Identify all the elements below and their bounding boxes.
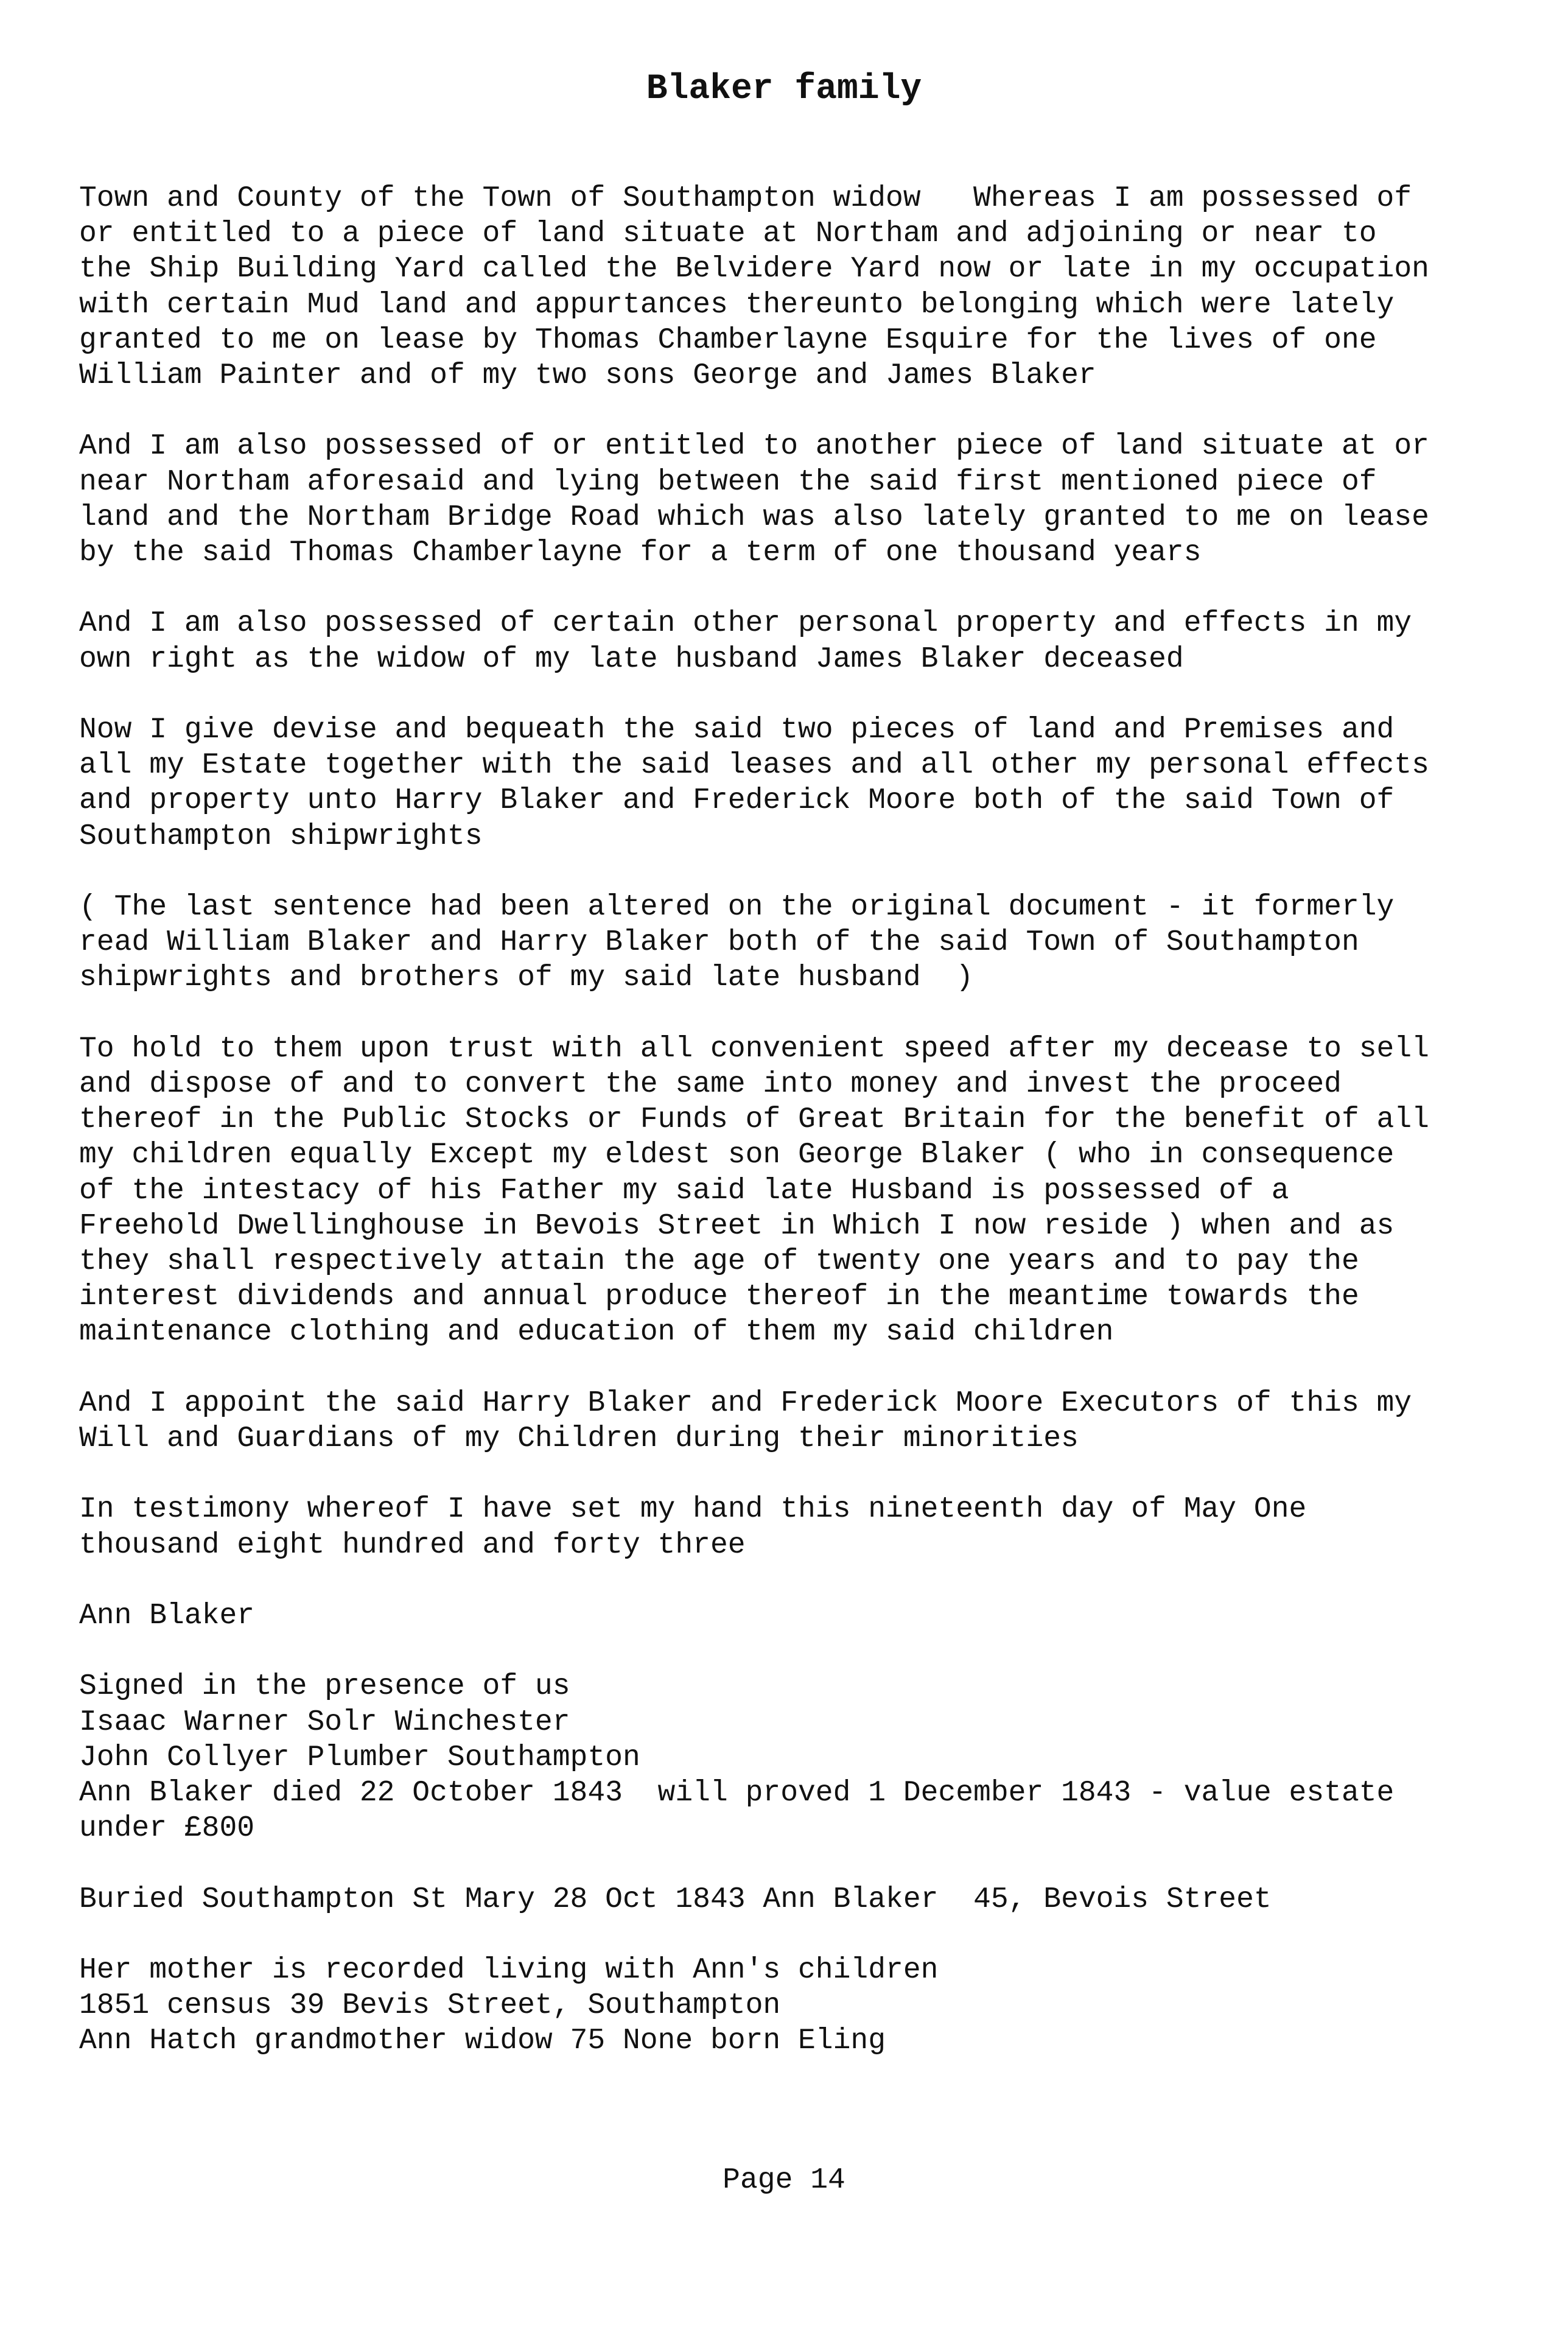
text-line: all my Estate together with the said leases and all other my personal effects: [79, 749, 1429, 782]
text-line: In testimony whereof I have set my hand this nineteenth day of May One: [79, 1493, 1307, 1526]
text-line: Buried Southampton St Mary 28 Oct 1843 Ann Blaker 45, Bevois Street: [79, 1883, 1272, 1916]
text-line: And I am also possessed of or entitled to another piece of land situate at or: [79, 430, 1429, 463]
text-line: the Ship Building Yard called the Belvidere Yard now or late in my occupation: [79, 253, 1429, 286]
text-line: interest dividends and annual produce thereof in the meantime towards the: [79, 1280, 1359, 1314]
text-line: and dispose of and to convert the same into money and invest the proceed: [79, 1068, 1342, 1101]
text-line: Isaac Warner Solr Winchester: [79, 1705, 570, 1739]
text-line: Her mother is recorded living with Ann's children: [79, 1954, 939, 1987]
text-line: and property unto Harry Blaker and Frederick Moore both of the said Town of: [79, 784, 1395, 818]
text-line: Now I give devise and bequeath the said two pieces of land and Premises and: [79, 714, 1395, 746]
text-line: Ann Blaker died 22 October 1843 will proved 1 December 1843 - value estate: [79, 1777, 1395, 1810]
text-line: or entitled to a piece of land situate at Northam and adjoining or near to: [79, 217, 1377, 251]
text-line: And I appoint the said Harry Blaker and Frederick Moore Executors of this my: [79, 1386, 1412, 1420]
text-line: read William Blaker and Harry Blaker both of the said Town of Southampton: [79, 926, 1359, 960]
text-line: Town and County of the Town of Southampton widow Whereas I am possessed of: [79, 182, 1412, 215]
text-line: Ann Hatch grandmother widow 75 None born Eling: [79, 2024, 886, 2058]
text-line: thousand eight hundred and forty three: [79, 1528, 746, 1562]
text-line: Freehold Dwellinghouse in Bevois Street in Which I now reside ) when and as: [79, 1209, 1395, 1243]
text-line: under £800: [79, 1812, 255, 1845]
text-line: my children equally Except my eldest son George Blaker ( who in consequence: [79, 1139, 1395, 1172]
text-line: near Northam aforesaid and lying between the said first mentioned piece of: [79, 465, 1377, 499]
text-line: ( The last sentence had been altered on the original document - it formerly: [79, 891, 1395, 924]
page-number: Page 14: [723, 2164, 845, 2197]
text-line: of the intestacy of his Father my said late Husband is possessed of a: [79, 1174, 1289, 1207]
text-line: by the said Thomas Chamberlayne for a term of one thousand years: [79, 536, 1202, 569]
text-line: maintenance clothing and education of them my said children: [79, 1316, 1114, 1349]
text-line: they shall respectively attain the age of twenty one years and to pay the: [79, 1245, 1359, 1278]
text-line: To hold to them upon trust with all convenient speed after my decease to sell: [79, 1032, 1429, 1065]
text-line: with certain Mud land and appurtances thereunto belonging which were lately: [79, 288, 1395, 321]
text-line: thereof in the Public Stocks or Funds of Great Britain for the benefit of all: [79, 1103, 1429, 1137]
page-title: Blaker family: [646, 69, 922, 109]
text-line: Ann Blaker: [79, 1599, 255, 1632]
text-line: John Collyer Plumber Southampton: [79, 1741, 640, 1774]
text-line: William Painter and of my two sons George and James Blaker: [79, 359, 1096, 392]
text-line: Will and Guardians of my Children during their minorities: [79, 1422, 1079, 1455]
text-line: Signed in the presence of us: [79, 1670, 570, 1704]
text-line: shipwrights and brothers of my said late husband ): [79, 961, 974, 995]
text-line: 1851 census 39 Bevis Street, Southampton: [79, 1989, 781, 2023]
text-line: granted to me on lease by Thomas Chamberlayne Esquire for the lives of one: [79, 323, 1377, 357]
text-line: land and the Northam Bridge Road which was also lately granted to me on lease: [79, 500, 1429, 534]
text-line: Southampton shipwrights: [79, 820, 483, 853]
text-line: And I am also possessed of certain other personal property and effects in my: [79, 607, 1412, 641]
text-line: own right as the widow of my late husband James Blaker deceased: [79, 642, 1184, 676]
